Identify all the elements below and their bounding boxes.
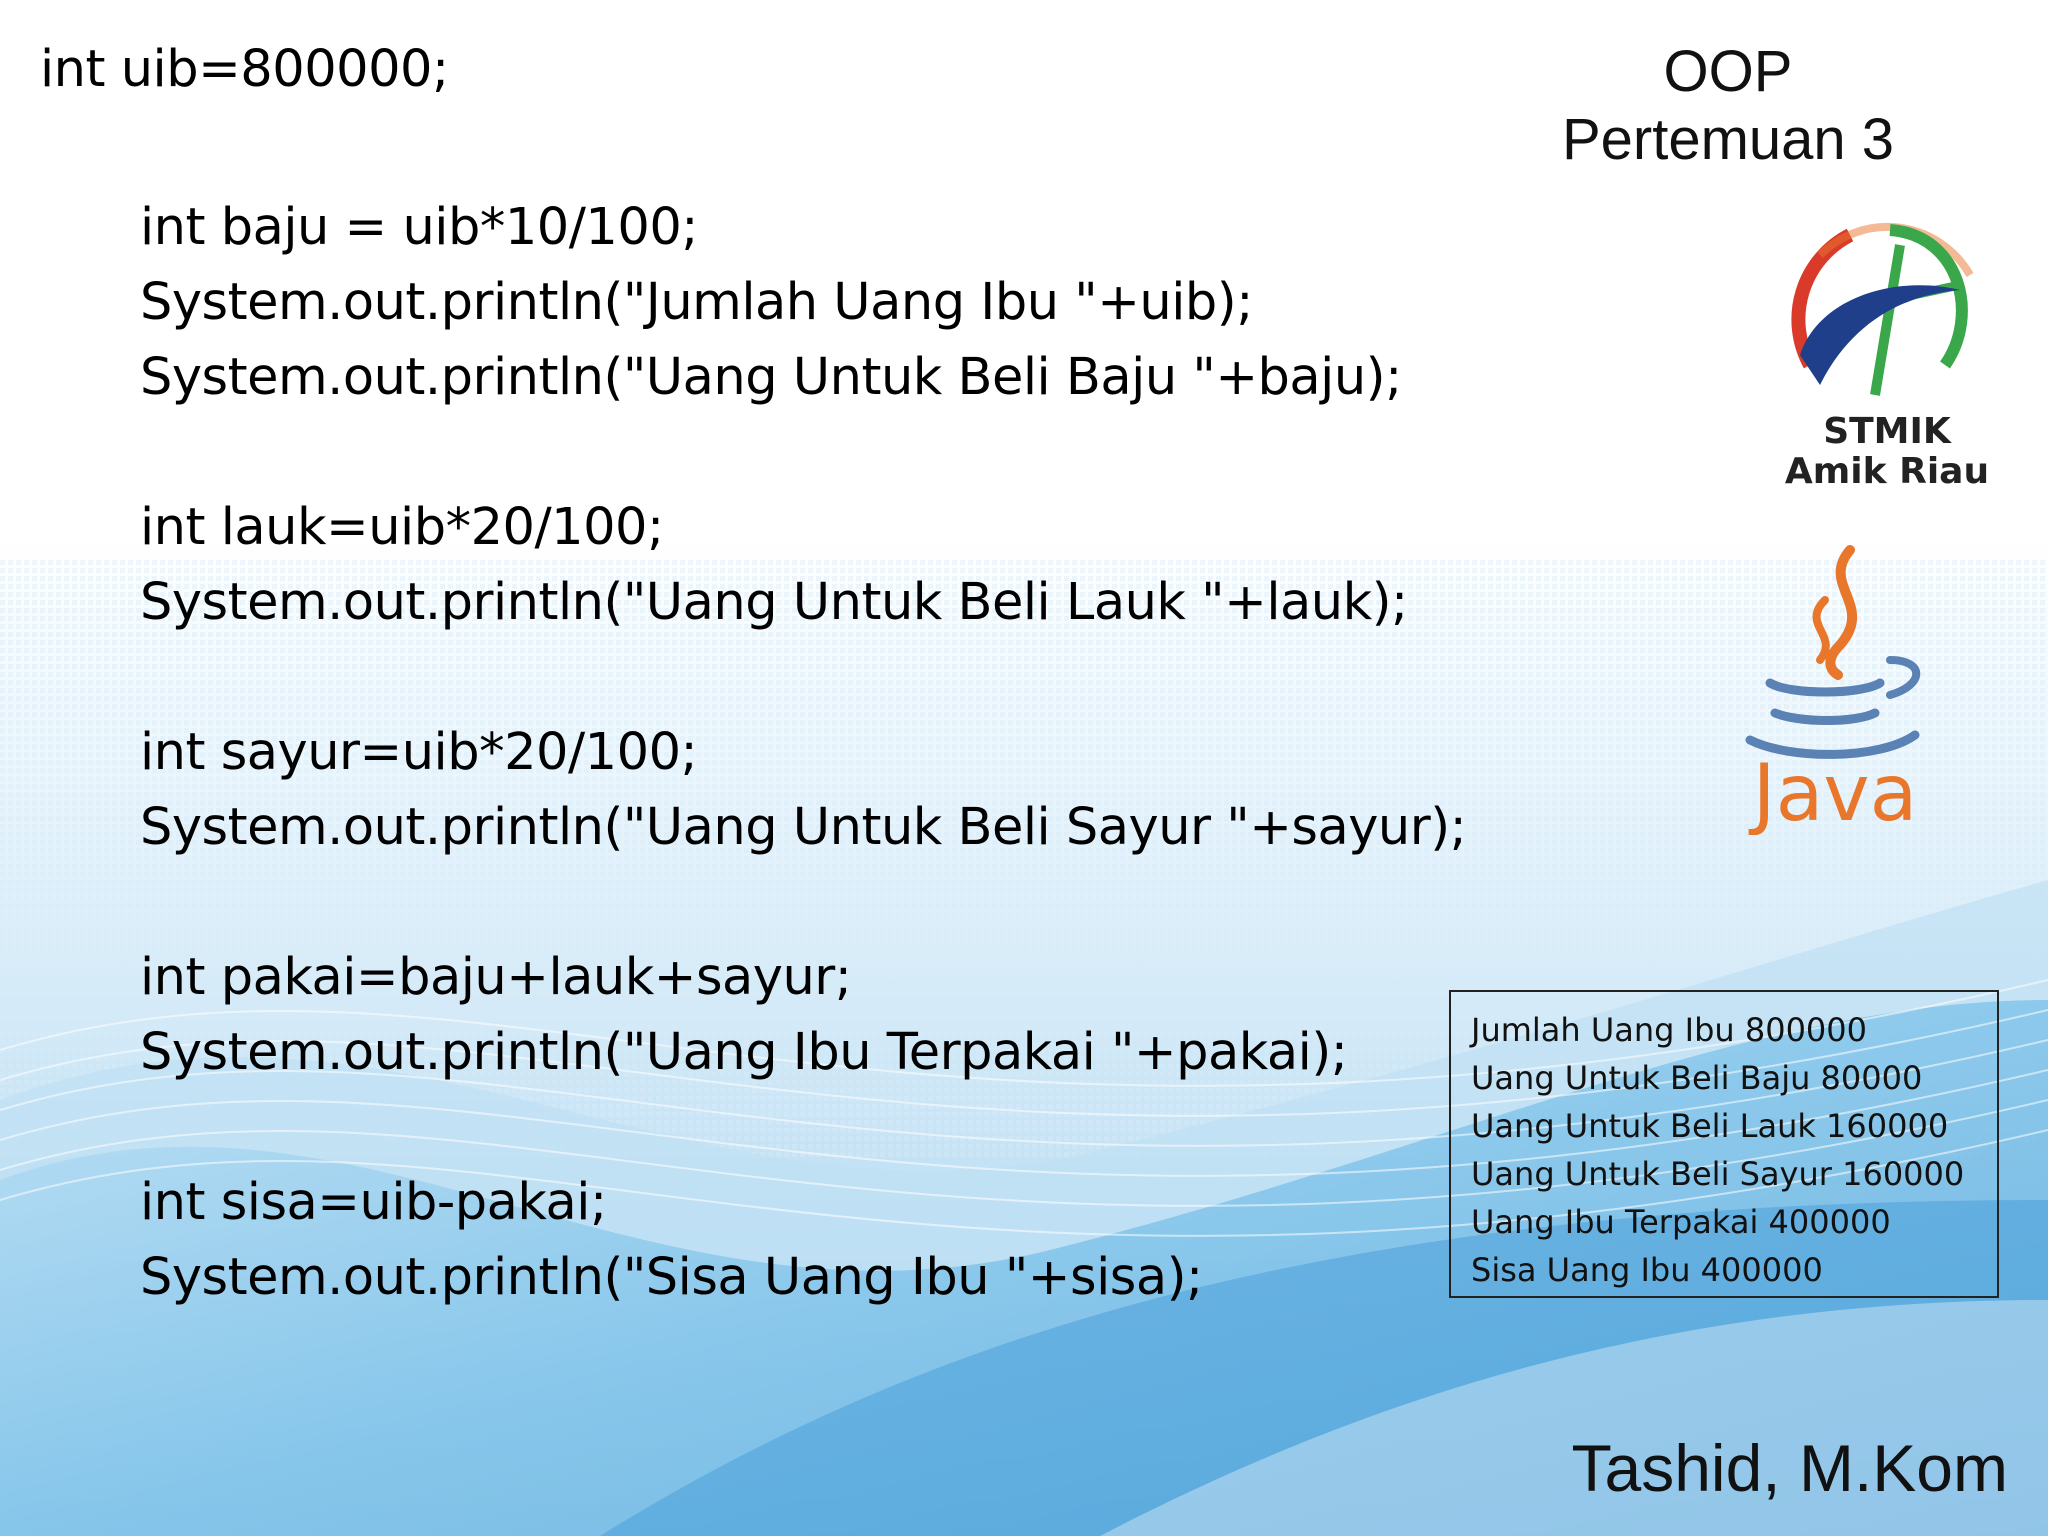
amik-riau-label: Amik Riau xyxy=(1784,451,1990,492)
code-line: System.out.println("Uang Untuk Beli Baju "+baju); xyxy=(140,348,1402,407)
output-line: Uang Untuk Beli Baju 80000 xyxy=(1471,1059,1923,1097)
code-line: int lauk=uib*20/100; xyxy=(140,498,664,557)
code-line: System.out.println("Uang Untuk Beli Lauk "+lauk); xyxy=(140,573,1408,632)
output-line: Uang Untuk Beli Sayur 160000 xyxy=(1471,1155,1965,1193)
java-label: Java xyxy=(1752,749,1918,835)
course-title: OOP xyxy=(1663,39,1793,104)
slide-header xyxy=(1528,38,1928,174)
code-line: int sisa=uib-pakai; xyxy=(140,1173,607,1232)
code-line: int pakai=baju+lauk+sayur; xyxy=(140,948,852,1007)
meeting-title: Pertemuan 3 xyxy=(1561,107,1895,172)
code-line: int sayur=uib*20/100; xyxy=(140,723,698,782)
code-line-uib: int uib=800000; xyxy=(40,40,449,99)
console-output-box xyxy=(1449,990,1999,1298)
output-line: Uang Ibu Terpakai 400000 xyxy=(1471,1203,1891,1241)
code-line: System.out.println("Sisa Uang Ibu "+sisa); xyxy=(140,1248,1203,1307)
code-line: System.out.println("Uang Untuk Beli Sayur "+sayur); xyxy=(140,798,1467,857)
code-line: System.out.println("Jumlah Uang Ibu "+uib); xyxy=(140,273,1253,332)
java-logo xyxy=(1730,545,1940,835)
output-line: Jumlah Uang Ibu 800000 xyxy=(1471,1011,1867,1049)
output-line: Uang Untuk Beli Lauk 160000 xyxy=(1471,1107,1949,1145)
output-line: Sisa Uang Ibu 400000 xyxy=(1471,1251,1823,1289)
code-line: int baju = uib*10/100; xyxy=(140,198,698,257)
code-line: System.out.println("Uang Ibu Terpakai "+pakai); xyxy=(140,1023,1348,1082)
author-name: Tashid, M.Kom xyxy=(1571,1431,2008,1505)
stmik-logo xyxy=(1780,215,1995,495)
stmik-label: STMIK xyxy=(1823,411,1951,452)
code-block xyxy=(140,190,1466,1315)
